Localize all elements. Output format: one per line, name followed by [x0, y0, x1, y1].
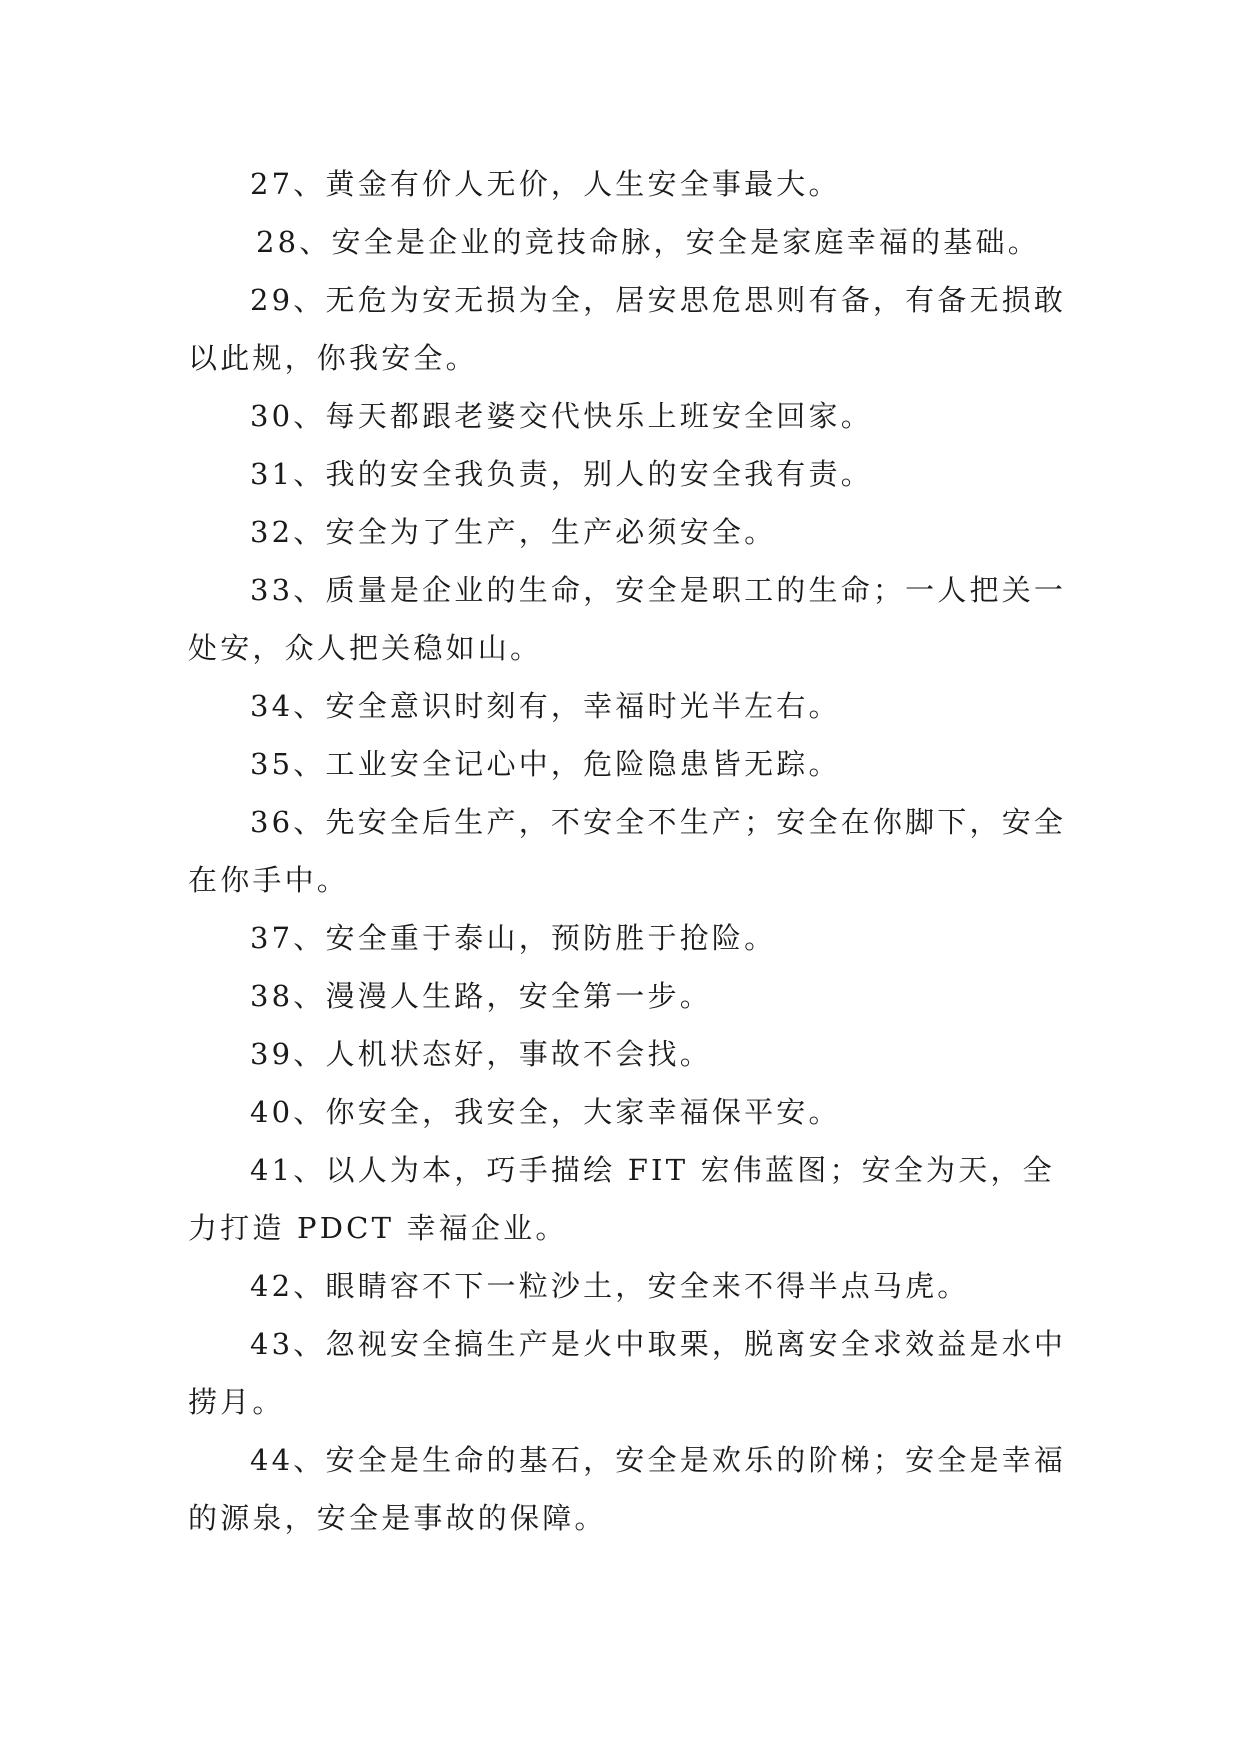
paragraph-30: 30、每天都跟老婆交代快乐上班安全回家。	[250, 399, 873, 433]
paragraph-33: 33、质量是企业的生命，安全是职工的生命；一人把关一处安，众人把关稳如山。	[188, 573, 1067, 665]
paragraph-37: 37、安全重于泰山，预防胜于抢险。	[250, 921, 777, 955]
paragraph-39: 39、人机状态好，事故不会找。	[250, 1037, 712, 1071]
paragraph-42: 42、眼睛容不下一粒沙土，安全来不得半点马虎。	[250, 1269, 970, 1303]
paragraph-38: 38、漫漫人生路，安全第一步。	[250, 979, 712, 1013]
paragraph-28: 28、安全是企业的竞技命脉，安全是家庭幸福的基础。	[256, 225, 1040, 259]
paragraph-40: 40、你安全，我安全，大家幸福保平安。	[250, 1095, 841, 1129]
paragraph-34: 34、安全意识时刻有，幸福时光半左右。	[250, 689, 841, 723]
document-body	[188, 155, 1073, 1547]
paragraph-41: 41、以人为本，巧手描绘 FIT 宏伟蓝图；安全为天，全力打造 PDCT 幸福企业。	[188, 1153, 1055, 1245]
paragraph-27: 27、黄金有价人无价，人生安全事最大。	[250, 167, 841, 201]
paragraph-29: 29、无危为安无损为全，居安思危思则有备，有备无损敢以此规，你我安全。	[188, 283, 1067, 375]
paragraph-44: 44、安全是生命的基石，安全是欢乐的阶梯；安全是幸福的源泉，安全是事故的保障。	[188, 1443, 1067, 1535]
paragraph-43: 43、忽视安全搞生产是火中取栗，脱离安全求效益是水中捞月。	[188, 1327, 1067, 1419]
paragraph-36: 36、先安全后生产，不安全不生产；安全在你脚下，安全在你手中。	[188, 805, 1067, 897]
paragraph-31: 31、我的安全我负责，别人的安全我有责。	[250, 457, 873, 491]
paragraph-32: 32、安全为了生产，生产必须安全。	[250, 515, 777, 549]
paragraph-35: 35、工业安全记心中，危险隐患皆无踪。	[250, 747, 841, 781]
